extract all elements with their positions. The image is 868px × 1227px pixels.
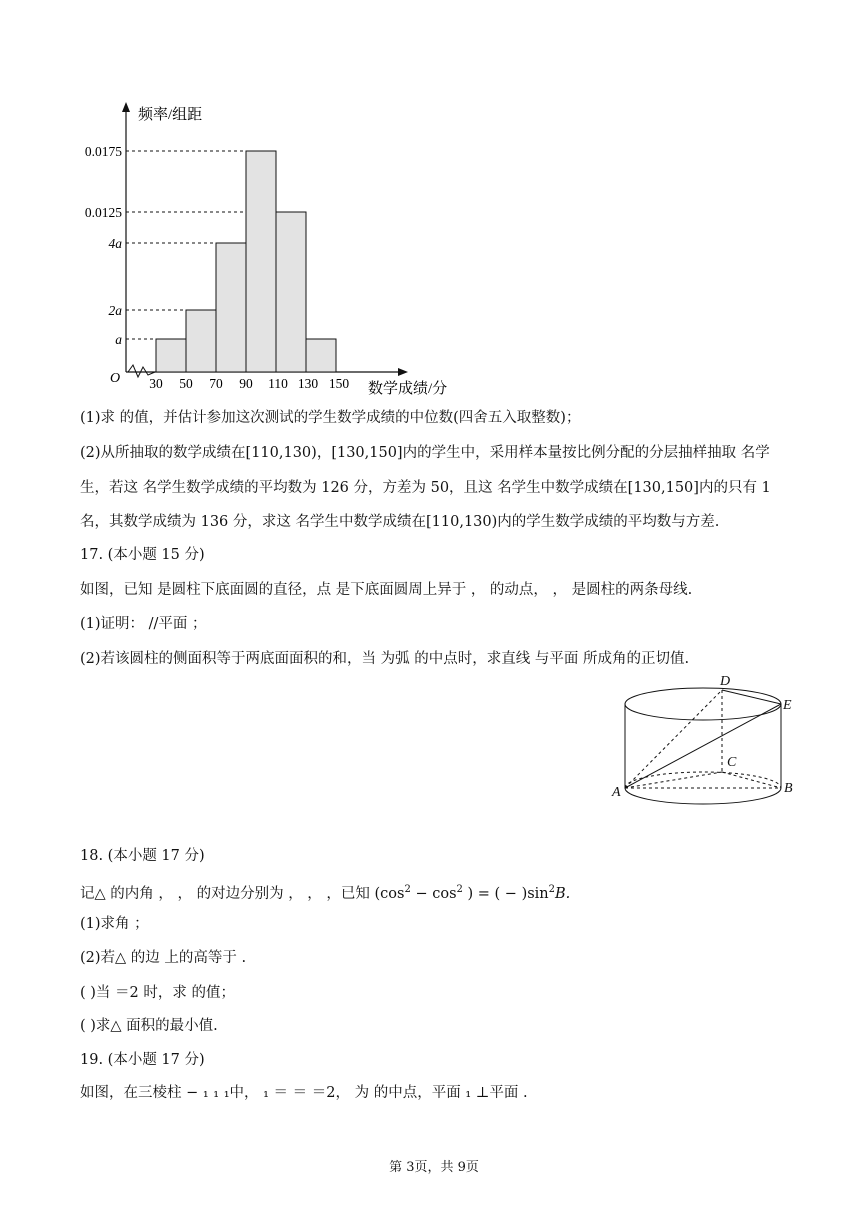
x-axis-label: 数学成绩/分 xyxy=(368,381,448,397)
y-tick-0175: 0.0175 xyxy=(84,144,122,159)
bar-70-90 xyxy=(216,243,246,372)
q18-title: 18. (本小题 17 分) xyxy=(80,848,205,864)
bar-90-110 xyxy=(246,151,276,372)
q18-sup-2: 2 xyxy=(456,884,463,895)
q19-stem: 如图，在三棱柱 − ₁ ₁ ₁中， ₁ ＝ ＝ ＝2， 为 的中点，平面 ₁ ⊥平面 . xyxy=(80,1085,528,1101)
y-tick-2a: 2a xyxy=(108,303,122,318)
q17-stem: 如图，已知 是圆柱下底面圆的直径，点 是下底面圆周上异于 ， 的动点， ， 是圆柱的两条母线. xyxy=(80,582,693,598)
y-axis-label: 频率/组距 xyxy=(138,107,203,123)
q16-part1: (1)求 的值，并估计参加这次测试的学生数学成绩的中位数(四舍五入取整数)； xyxy=(80,410,581,426)
point-b-label: B xyxy=(784,781,793,796)
point-a-label: A xyxy=(612,785,621,800)
bar-30-50 xyxy=(156,339,186,372)
q18-part2: (2)若△ 的边 上的高等于 . xyxy=(80,950,247,966)
q18-stem-a: 记△ 的内角 ， ， 的对边分别为 ， ， ，已知 (cos xyxy=(80,885,405,902)
q16-part2-line2: 生，若这 名学生数学成绩的平均数为 126 分，方差为 50，且这 名学生中数学成绩在[130,150]内的只有 1 xyxy=(80,480,771,496)
point-c-label: C xyxy=(727,755,737,770)
x-tick-150: 150 xyxy=(328,376,350,391)
segment-ac xyxy=(625,772,722,788)
bottom-base-front xyxy=(625,788,781,804)
q18-stem-b: − cos xyxy=(410,885,457,902)
segment-ad xyxy=(625,690,722,788)
x-tick-130: 130 xyxy=(297,376,319,391)
q16-part2-line3: 名，其数学成绩为 136 分，求这 名学生中数学成绩在[110,130)内的学生数学成绩的平均数与方差. xyxy=(80,514,720,530)
x-axis-arrow xyxy=(398,368,408,376)
q18-part1: (1)求角 ； xyxy=(80,916,149,932)
q17-part1: (1)证明： //平面 ； xyxy=(80,616,207,632)
q18-part2-i: ( )当 ＝2 时，求 的值； xyxy=(80,985,235,1001)
y-tick-0125: 0.0125 xyxy=(84,205,122,220)
q18-sup-3: 2 xyxy=(548,884,556,895)
segment-cb xyxy=(722,772,781,788)
segment-de xyxy=(722,690,781,704)
y-tick-4a: 4a xyxy=(108,236,122,251)
bar-50-70 xyxy=(186,310,216,372)
x-tick-50: 50 xyxy=(179,376,193,391)
q18-stem-c: ) = ( − )sin xyxy=(462,885,549,902)
x-tick-90: 90 xyxy=(239,376,253,391)
x-tick-30: 30 xyxy=(149,376,163,391)
q18-sup-1: 2 xyxy=(404,884,411,895)
q18-part2-ii: ( )求△ 面积的最小值. xyxy=(80,1018,218,1034)
x-tick-110: 110 xyxy=(268,376,288,391)
bottom-base-back xyxy=(625,772,781,788)
q16-part2-line1: (2)从所抽取的数学成绩在[110,130)，[130,150]内的学生中，采用样本量按比例分配的分层抽样抽取 名学 xyxy=(80,445,770,461)
y-tick-a: a xyxy=(115,332,122,347)
q17-title: 17. (本小题 15 分) xyxy=(80,547,205,563)
q18-stem-d: B. xyxy=(555,885,571,902)
page-footer: 第 3页，共 9页 xyxy=(389,1160,479,1175)
frequency-histogram xyxy=(0,0,868,400)
point-e-label: E xyxy=(783,698,792,713)
q19-title: 19. (本小题 17 分) xyxy=(80,1052,205,1068)
top-base xyxy=(625,688,781,720)
q17-part2: (2)若该圆柱的侧面积等于两底面面积的和，当 为弧 的中点时，求直线 与平面 所成角的正切值. xyxy=(80,651,690,667)
point-d-label: D xyxy=(720,674,731,689)
x-tick-70: 70 xyxy=(209,376,223,391)
bar-110-130 xyxy=(276,212,306,372)
segment-ae xyxy=(625,704,781,788)
bar-130-150 xyxy=(306,339,336,372)
y-axis-arrow xyxy=(122,102,130,112)
q18-stem xyxy=(80,880,570,904)
origin-label: O xyxy=(110,371,121,386)
